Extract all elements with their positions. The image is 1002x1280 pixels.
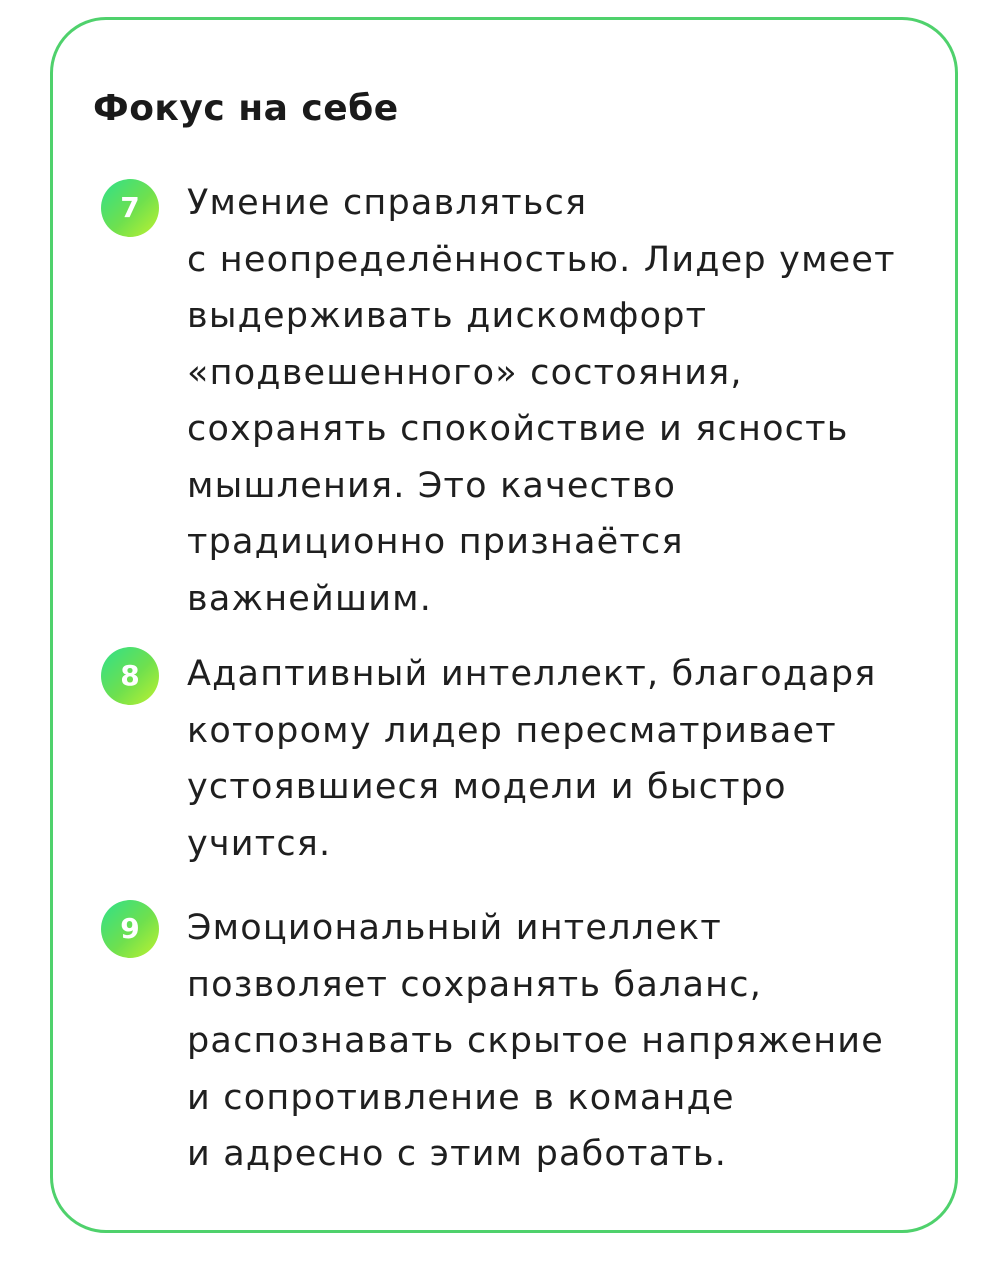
number-badge: 9 [101,900,159,958]
number-badge: 8 [101,647,159,705]
item-text: Эмоциональный интеллект позволяет сохранять баланс, распознавать скрытое напряжение и сопротивление в команде и адресно с этим работать. [187,908,884,1174]
item-text: Адаптивный интеллект, благодаря которому лидер пересматривает устоявшиеся модели и быстро учится. [187,654,877,864]
content-card [50,17,958,1233]
number-badge: 7 [101,179,159,237]
item-text: Умение справляться с неопределённостью. Лидер умеет выдерживать дискомфорт «подвешенного» состояния, сохранять спокойствие и ясность мышления. Это качество традиционно признаётся важнейшим. [187,183,896,619]
card-title: Фокус на себе [93,88,399,129]
